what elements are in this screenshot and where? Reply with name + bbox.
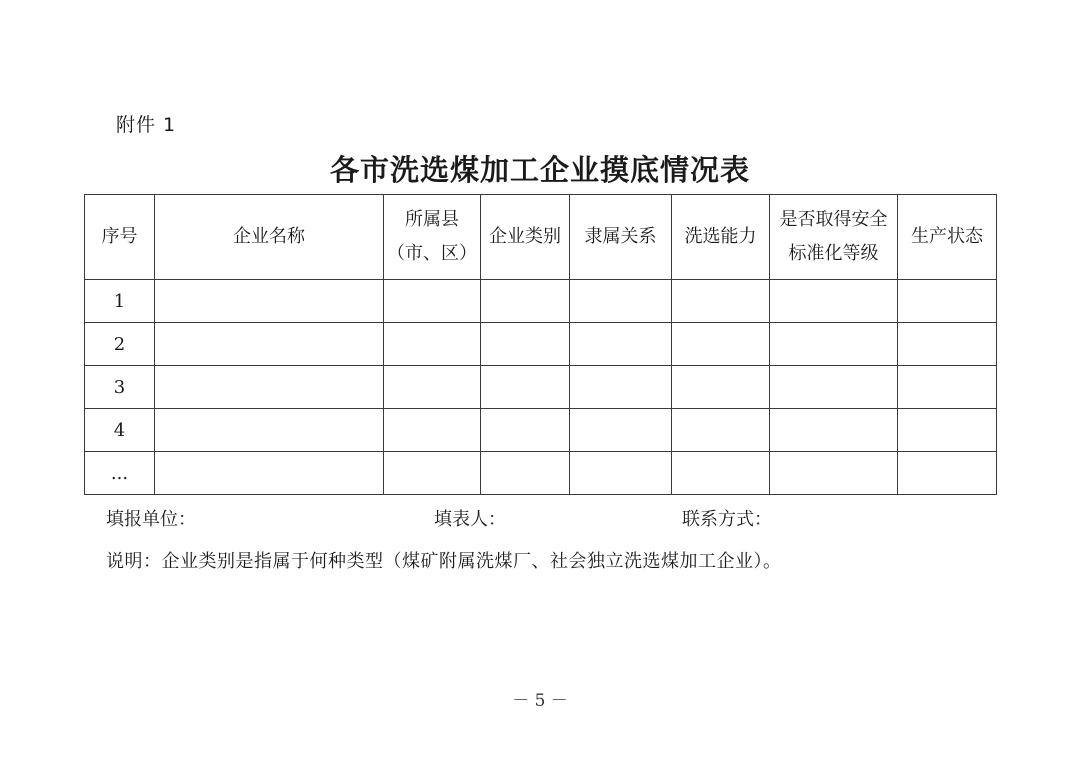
cell-category: [481, 366, 570, 409]
header-company-name: 企业名称: [155, 195, 384, 280]
table-row: [85, 323, 997, 366]
cell-company-name: [155, 409, 384, 452]
row-number: 4: [85, 409, 155, 452]
cell-status: [898, 323, 997, 366]
cell-capacity: [672, 409, 770, 452]
cell-category: [481, 280, 570, 323]
header-county: [384, 195, 481, 280]
row-number: 3: [85, 366, 155, 409]
cell-category: [481, 409, 570, 452]
header-county-line2: （市、区）: [387, 243, 477, 264]
cell-affiliation: [570, 323, 672, 366]
header-safety-standard: [770, 195, 898, 280]
cell-status: [898, 280, 997, 323]
cell-affiliation: [570, 409, 672, 452]
fill-unit-label: 填报单位：: [106, 509, 196, 530]
table-row: [85, 409, 997, 452]
header-safety-line2: 标准化等级: [788, 243, 879, 264]
row-number: 2: [85, 323, 155, 366]
cell-category: [481, 452, 570, 495]
row-number: 1: [85, 280, 155, 323]
survey-table: [84, 194, 997, 495]
cell-county: [384, 409, 481, 452]
cell-status: [898, 452, 997, 495]
cell-company-name: [155, 280, 384, 323]
attachment-label: 附件 1: [116, 114, 177, 136]
cell-company-name: [155, 323, 384, 366]
page-number: － 5 －: [512, 691, 568, 711]
cell-safety: [770, 323, 898, 366]
header-county-line1: 所属县: [405, 209, 459, 230]
header-washing-capacity: 洗选能力: [672, 195, 770, 280]
cell-status: [898, 409, 997, 452]
page-title: 各市洗选煤加工企业摸底情况表: [329, 153, 750, 187]
header-affiliation: 隶属关系: [570, 195, 672, 280]
cell-safety: [770, 452, 898, 495]
table-row: [85, 366, 997, 409]
header-safety-line1: 是否取得安全: [779, 209, 888, 230]
cell-county: [384, 366, 481, 409]
table-row: [85, 280, 997, 323]
cell-capacity: [672, 323, 770, 366]
table-header-row: [85, 195, 997, 280]
row-number: ...: [85, 452, 155, 495]
cell-safety: [770, 409, 898, 452]
cell-county: [384, 280, 481, 323]
cell-capacity: [672, 452, 770, 495]
cell-safety: [770, 280, 898, 323]
cell-county: [384, 452, 481, 495]
cell-company-name: [155, 452, 384, 495]
fill-filler-label: 填表人：: [434, 509, 506, 530]
cell-capacity: [672, 366, 770, 409]
cell-status: [898, 366, 997, 409]
explanation-note: 说明：企业类别是指属于何种类型（煤矿附属洗煤厂、社会独立洗选煤加工企业）。: [106, 551, 782, 572]
header-company-category: 企业类别: [481, 195, 570, 280]
cell-category: [481, 323, 570, 366]
cell-affiliation: [570, 452, 672, 495]
cell-safety: [770, 366, 898, 409]
fill-contact-label: 联系方式：: [682, 509, 772, 530]
cell-capacity: [672, 280, 770, 323]
cell-affiliation: [570, 366, 672, 409]
header-serial-number: 序号: [85, 195, 155, 280]
cell-county: [384, 323, 481, 366]
header-production-status: 生产状态: [898, 195, 997, 280]
cell-affiliation: [570, 280, 672, 323]
table-row: [85, 452, 997, 495]
cell-company-name: [155, 366, 384, 409]
